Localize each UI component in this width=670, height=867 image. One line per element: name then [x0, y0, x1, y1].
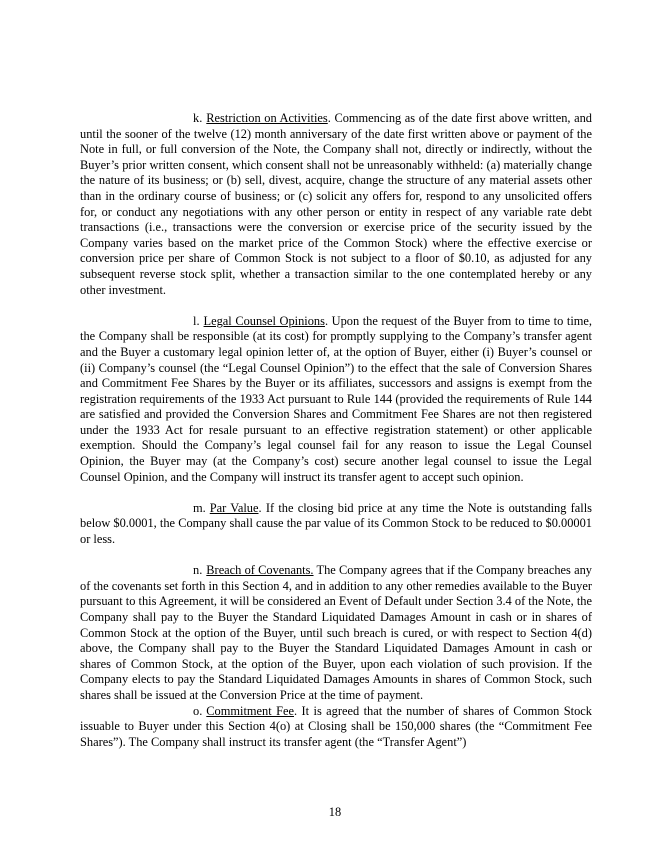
section-l-heading-punct: .: [324, 313, 329, 328]
section-m-label: m.: [193, 500, 206, 515]
section-k-heading-punct: .: [327, 111, 331, 125]
section-n-label: n.: [193, 563, 203, 578]
section-o-label: o.: [193, 703, 203, 718]
section-o-heading-punct: .: [294, 703, 298, 718]
section-l: [80, 314, 592, 486]
section-m-heading: Par Value: [209, 500, 259, 515]
section-l-body: Upon the request of the Buyer from to time to time, the Company shall be responsible (at its cost) for promptly supplying to the Company’s transfer agent and the Buyer a customary legal opinion letter of, at the option of Buyer, either (i) Buyer’s counsel or (ii) Company’s counsel (the “Legal Counsel Opinion”) to the effect that the sale of Conversion Shares and Commitment Fee Shares by the Buyer or its affiliates, successors and assigns is exempt from the registration requirements of the 1933 Act pursuant to Rule 144 (provided the requirements of Rule 144 are satisfied and provided the Conversion Shares and Commitment Fee Shares are not then registered under the 1933 Act for resale pursuant to an effective registration statement) or other applicable exemption. Should the Company’s legal counsel fail for any reason to issue the Legal Counsel Opinion, the Buyer may (at the Company’s cost) secure another legal counsel to issue the Legal Counsel Opinion, and the Company will instruct its transfer agent to accept such opinion.: [80, 313, 593, 484]
document-page: [80, 111, 592, 750]
section-o: [80, 704, 592, 751]
section-l-heading: Legal Counsel Opinions: [203, 313, 325, 328]
section-o-body: It is agreed that the number of shares of Common Stock issuable to Buyer under this Section 4(o) at Closing shall be 150,000 shares (the “Commitment Fee Shares”). The Company shall instruct its transfer agent (the “Transfer Agent”): [80, 703, 592, 749]
page-number: 18: [328, 805, 342, 819]
section-m-body: If the closing bid price at any time the Note is outstanding falls below $0.0001, the Company shall cause the par value of its Common Stock to be reduced to $0.00001 or less.: [80, 500, 592, 547]
section-m: [80, 501, 592, 548]
section-n-heading: Breach of Covenants.: [206, 563, 314, 578]
section-k-heading: Restriction on Activities: [206, 111, 328, 125]
section-k-body: Commencing as of the date first above written, and until the sooner of the twelve (12) month anniversary of the date first written above or payment of the Note in full, or full conversion of the Note, the Company shall not, directly or indirectly, without the Buyer’s prior written consent, which consent shall not be unreasonably withheld: (a) materially change the nature of its business; or (b) sell, divest, acquire, change the structure of any material assets other than in the ordinary course of business; or (c) solicit any offers for, respond to any unsolicited offers for, or conduct any negotiations with any other person or entity in respect of any variable rate debt transactions (i.e., transactions were the conversion or exercise price of the security issued by the Company varies based on the market price of the Common Stock) where the effective exercise or conversion price per share of Common Stock is not subject to a floor of $0.10, as adjusted for any subsequent reverse stock split, whether a transaction similar to the one contemplated hereby or any other investment.: [80, 111, 592, 297]
section-k-label: k.: [193, 111, 203, 125]
section-l-label: l.: [193, 313, 200, 328]
section-k: [80, 111, 592, 298]
section-m-heading-punct: .: [258, 500, 262, 515]
section-n-body: The Company agrees that if the Company breaches any of the covenants set forth in this Section 4, and in addition to any other remedies available to the Buyer pursuant to this Agreement, it will be considered an Event of Default under Section 3.4 of the Note, the Company shall pay to the Buyer the Standard Liquidated Damages Amount in cash or in shares of Common Stock at the option of the Buyer, until such breach is cured, or with respect to Section 4(d) above, the Company shall pay to the Buyer the Standard Liquidated Damages Amount in cash or shares of Common Stock, at the option of the Buyer, upon each violation of such provision. If the Company elects to pay the Standard Liquidated Damages Amounts in shares of Common Stock, such shares shall be issued at the Conversion Price at the time of payment.: [80, 563, 592, 702]
section-o-heading: Commitment Fee: [206, 703, 294, 718]
section-n: [80, 563, 592, 703]
